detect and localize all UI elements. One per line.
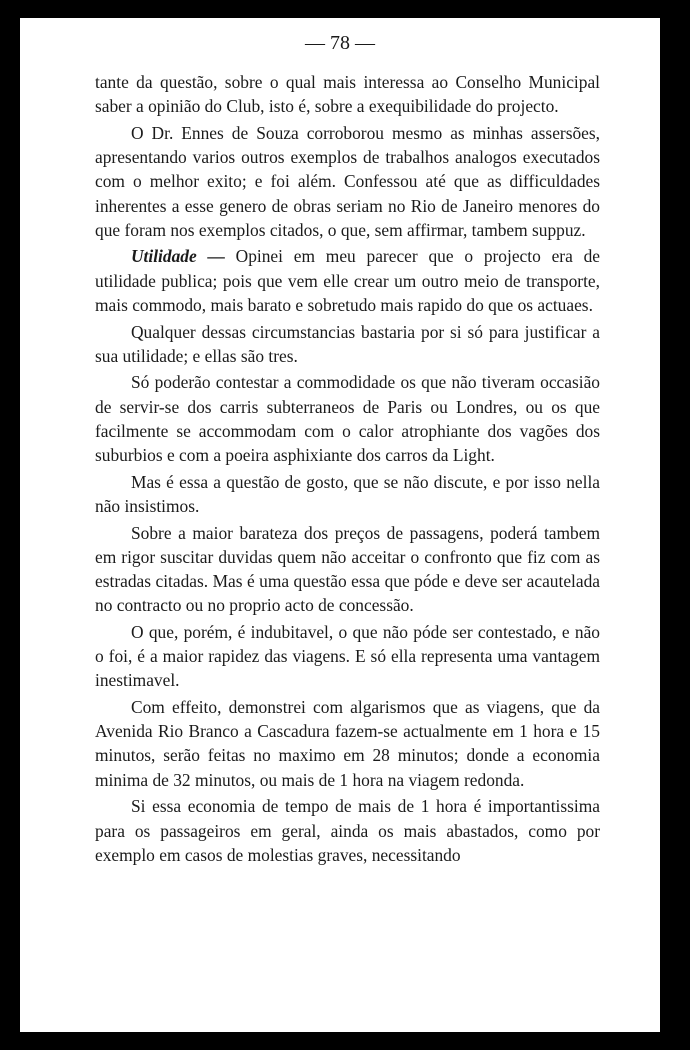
paragraph-text: O Dr. Ennes de Souza corroborou mesmo as minhas assersões, apresentando varios outros exemplos de trabalhos analogos executados com o melhor exito; e foi além. Confessou até que as difficuldades inherentes a esse genero de obras seriam no Rio de Janeiro menores do que foram nos exemplos citados, o que, sem affirmar, tambem suppuz. <box>95 122 600 240</box>
paragraph-text: tante da questão, sobre o qual mais interessa ao Conselho Municipal saber a opinião do Club, isto é, sobre a exequibilidade do projecto. <box>95 72 600 117</box>
paragraph-text: Com effeito, demonstrei com algarismos que as viagens, que da Avenida Rio Branco a Cascadura fazem-se actualmente em 1 hora e 15 minutos, serão feitas no maximo em 28 minutos; donde a economia minima de 32 minutos, ou mais de 1 hora na viagem redonda. <box>95 697 600 790</box>
paragraph <box>95 695 600 792</box>
paragraph-text: Opinei em meu parecer que o projecto era de utilidade publica; pois que vem elle crear um outro meio de transporte, mais commodo, mais barato e sobretudo mais rapido do que os actuaes. <box>95 246 600 315</box>
paragraph-text: Si essa economia de tempo de mais de 1 hora é importantissima para os passageiros em geral, ainda os mais abastados, como por exemplo em casos de molestias graves, necessitando <box>95 796 600 865</box>
paragraph <box>95 121 600 242</box>
paragraph-text: Sobre a maior barateza dos preços de passagens, poderá tambem em rigor suscitar duvidas quem não acceitar o confronto que fiz com as estradas citadas. Mas é uma questão essa que póde e deve ser acautelada no contracto ou no proprio acto de concessão. <box>95 522 600 616</box>
paragraph-text: O que, porém, é indubitavel, o que não póde ser contestado, e não o foi, é a maior rapidez das viagens. E só ella representa uma vantagem inestimavel. <box>95 621 600 691</box>
paragraph-utilidade <box>95 244 600 317</box>
paragraph <box>95 794 600 867</box>
paragraph-text: Mas é essa a questão de gosto, que se não discute, e por isso nella não insistimos. <box>95 471 600 516</box>
paragraph <box>95 470 600 518</box>
paragraph-continuation <box>95 70 600 118</box>
paragraph-text: Só poderão contestar a commodidade os que não tiveram occasião de servir-se dos carris subterraneos de Paris ou Londres, ou os que facilmente se accommodam com o calor atrophiante dos vagões dos suburbios e com a poeira asphixiante dos carros da Light. <box>95 372 600 466</box>
body-text <box>95 70 600 870</box>
paragraph-text: Qualquer dessas circumstancias bastaria por si só para justificar a sua utilidade; e ellas são tres. <box>95 321 600 366</box>
page-number: — 78 — <box>305 32 375 54</box>
paragraph <box>95 620 600 693</box>
section-heading: Utilidade — <box>131 246 225 267</box>
document-page <box>20 18 660 1032</box>
paragraph <box>95 320 600 368</box>
paragraph <box>95 521 600 618</box>
paragraph <box>95 370 600 467</box>
